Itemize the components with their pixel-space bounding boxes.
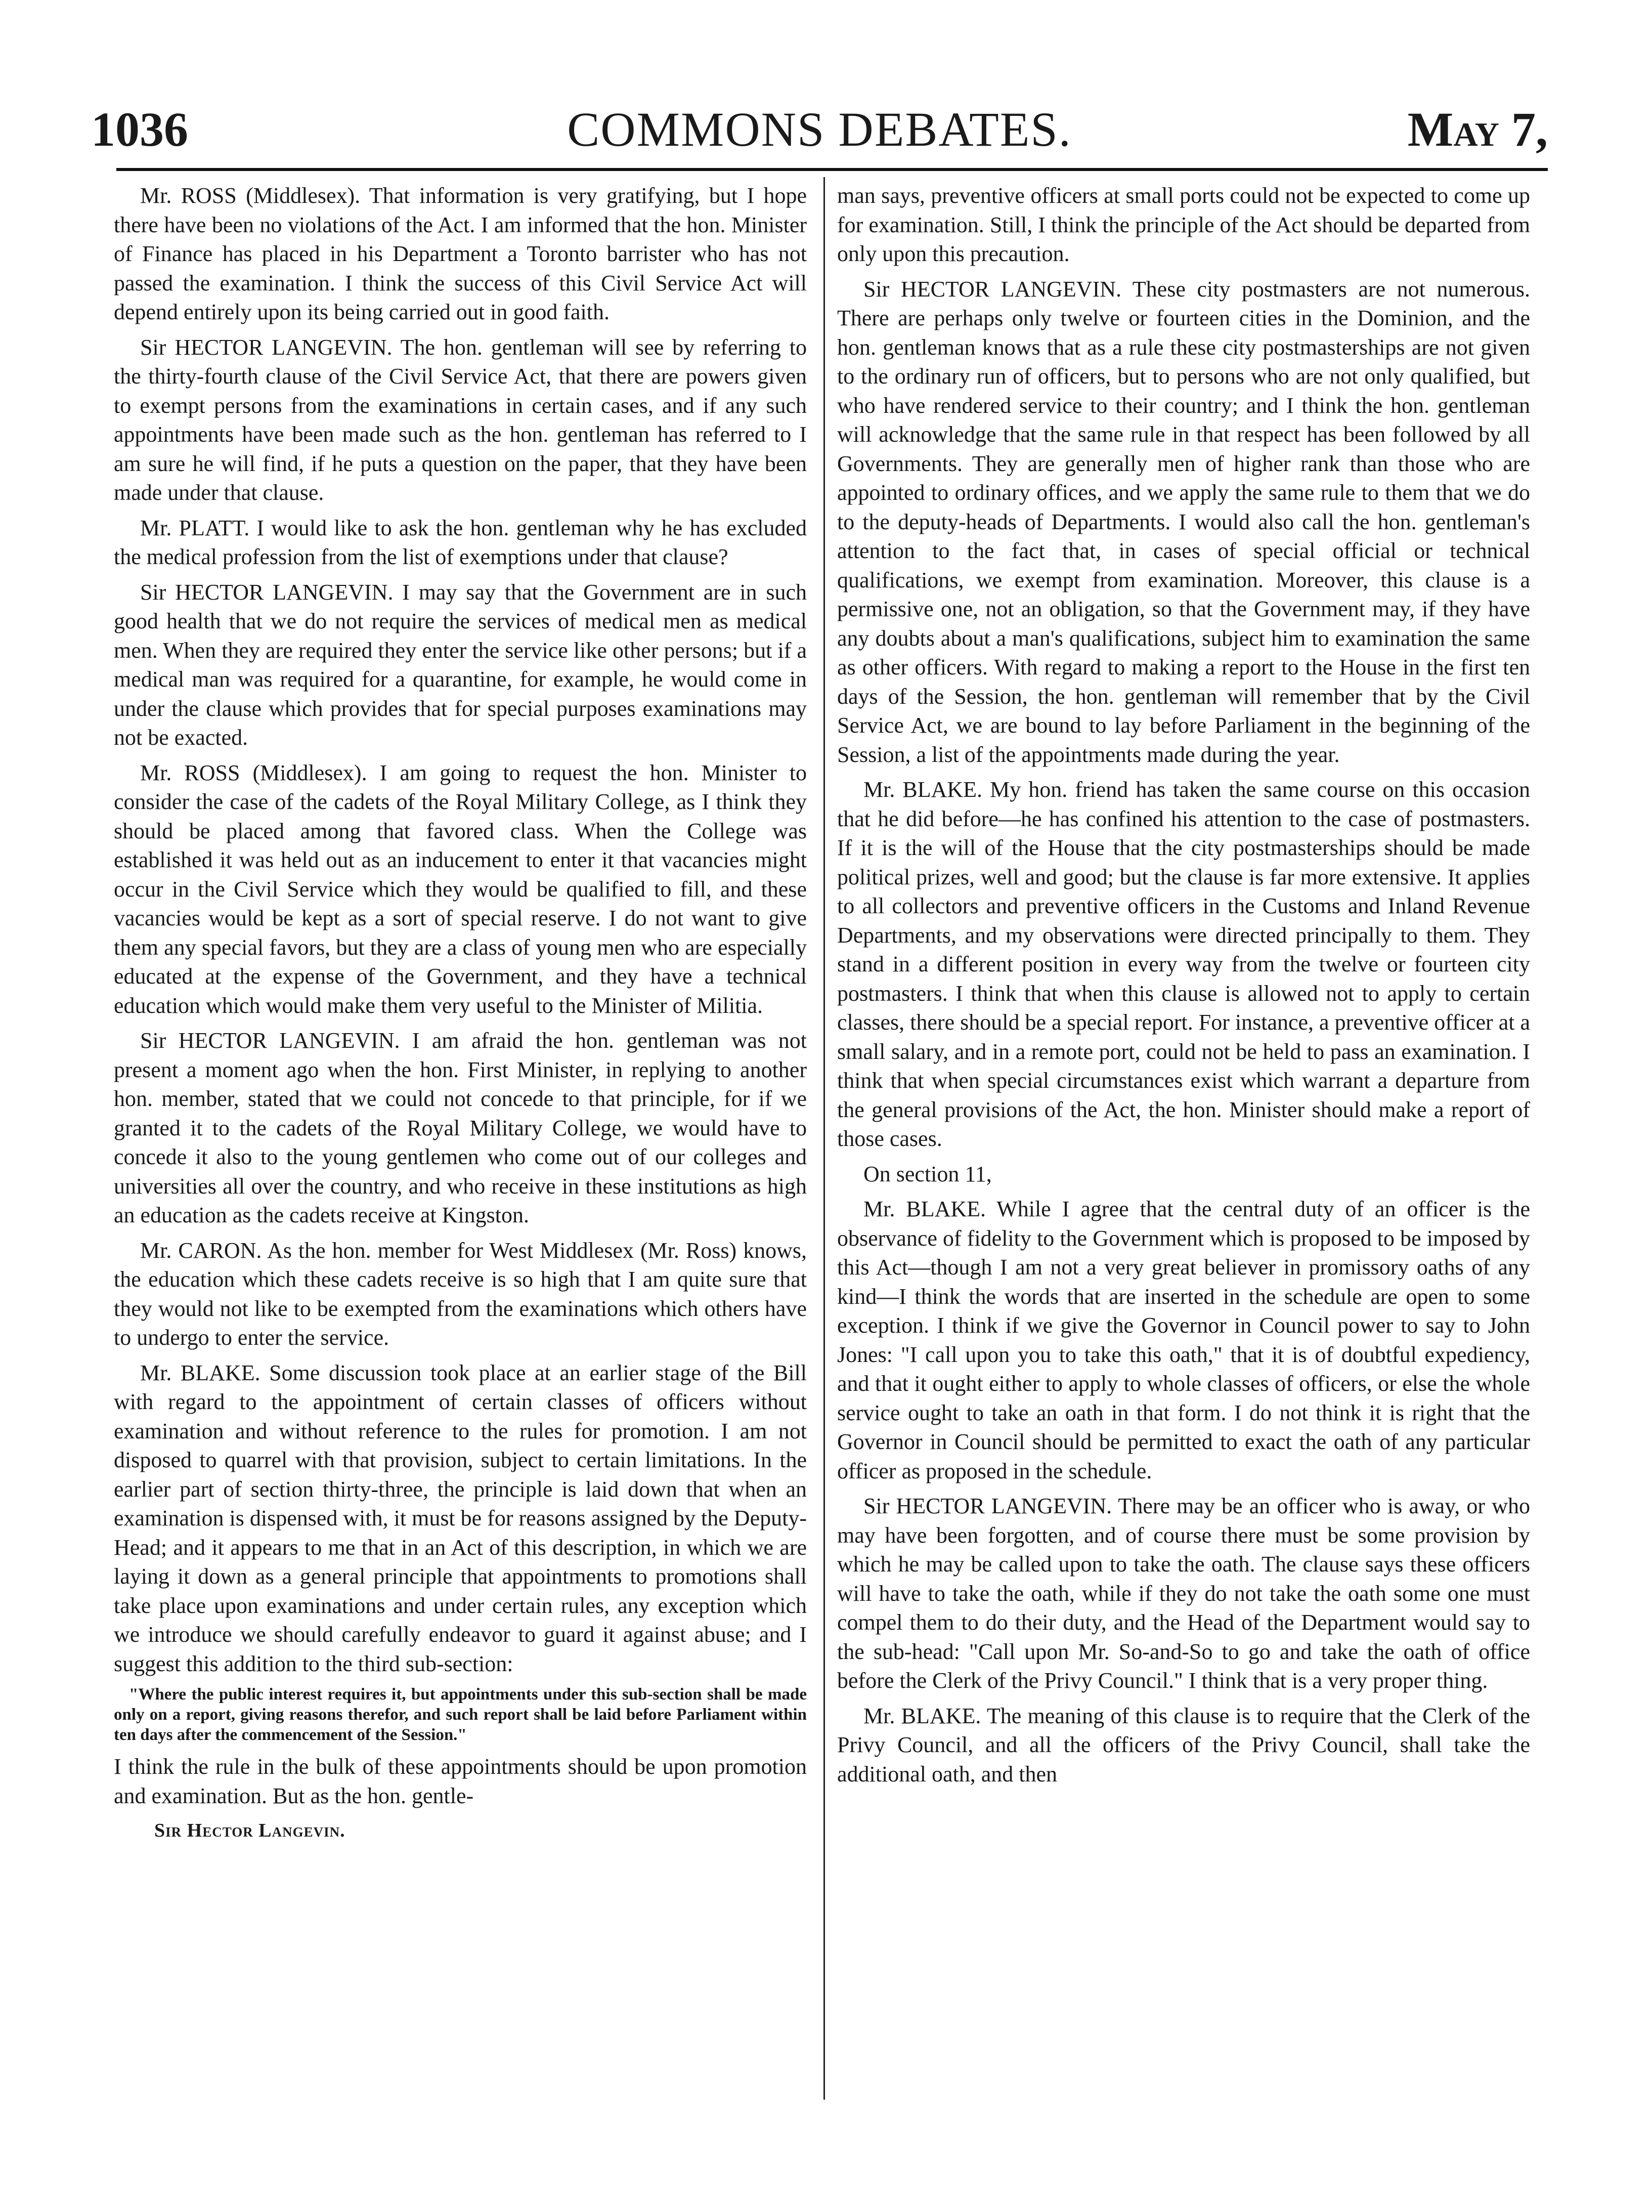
- paragraph: Mr. PLATT. I would like to ask the hon. gentleman why he has excluded the medical profession from the list of exemptions under that clause?: [114, 515, 807, 569]
- paragraph: Sir HECTOR LANGEVIN. I am afraid the hon. gentleman was not present a moment ago when the hon. First Minister, in replying to another hon. member, stated that we could not concede to that principle, for if we granted it to the cadets of the Royal Military College, we would have to concede it also to the young gentlemen who come out of our colleges and universities all over the country, and who receive in these institutions as high an education as the cadets receive at Kingston.: [114, 1028, 807, 1227]
- page-header: [91, 91, 1548, 177]
- paragraph: Sir HECTOR LANGEVIN. There may be an officer who is away, or who may have been forgotten, and of course there must be some provision by which he may be called upon to take the oath. The clause says these officers will have to take the oath, while if they do not take the oath some one must compel them to do their duty, and the Head of the Department would say to the sub-head: "Call upon Mr. So-and-So to go and take the oath of office before the Clerk of the Privy Council." I think that is a very proper thing.: [837, 1494, 1530, 1693]
- paragraph: Sir HECTOR LANGEVIN. These city postmasters are not numerous. There are perhaps only twelve or fourteen cities in the Dominion, and the hon. gentleman knows that as a rule these city postmasterships are not given to the ordinary run of officers, but to persons who are not only qualified, but who have rendered service to their country; and I think the hon. gentleman will acknowledge that the same rule in that respect has been followed by all Governments. They are generally men of higher rank than those who are appointed to ordinary offices, and we apply the same rule to them that we do to the deputy-heads of Departments. I would also call the hon. gentleman's attention to the fact that, in cases of special official or technical qualifications, we exempt from examination. Moreover, this clause is a permissive one, not an obligation, so that the Government may, if they have any doubts about a man's qualifications, subject him to examination the same as other officers. With regard to making a report to the House in the first ten days of the Session, the hon. gentleman will remember that by the Civil Service Act, we are bound to lay before Parliament in the beginning of the Session, a list of the appointments made during the year.: [837, 276, 1530, 767]
- paragraph: Mr. ROSS (Middlesex). That information is very gratifying, but I hope there have been no violations of the Act. I am informed that the hon. Minister of Finance has placed in his Department a Toronto barrister who has not passed the examination. I think the success of this Civil Service Act will depend entirely upon its being carried out in good faith.: [114, 183, 807, 324]
- paragraph: Mr. ROSS (Middlesex). I am going to request the hon. Minister to consider the case of the cadets of the Royal Military College, as I think they should be placed among that favored class. When the College was established it was held out as an inducement to enter it that vacancies might occur in the Civil Service which they would be qualified to fill, and these vacancies would be kept as a sort of special reserve. I do not want to give them any special favors, but they are a class of young men who are especially educated at the expense of the Government, and they have a technical education which would make them very useful to the Minister of Militia.: [114, 760, 807, 1018]
- right-column: [837, 181, 1530, 1795]
- left-column: [114, 181, 807, 1846]
- paragraph: man says, preventive officers at small ports could not be expected to come up for examination. Still, I think the principle of the Act should be departed from only upon this precaution.: [837, 183, 1530, 266]
- header-rule: [116, 168, 1548, 171]
- column-divider: [823, 177, 825, 2100]
- page-title: COMMONS DEBATES.: [567, 102, 1072, 156]
- page-number: 1036: [91, 102, 188, 156]
- paragraph: Mr. CARON. As the hon. member for West Middlesex (Mr. Ross) knows, the education which these cadets receive is so high that I am quite sure that they would not like to be exempted from the examinations which others have to undergo to enter the service.: [114, 1238, 807, 1350]
- paragraph: Mr. BLAKE. Some discussion took place at an earlier stage of the Bill with regard to the appointment of certain classes of officers without examination and without reference to the rules for promotion. I am not disposed to quarrel with that provision, subject to certain limitations. In the earlier part of section thirty-three, the principle is laid down that when an examination is dispensed with, it must be for reasons assigned by the Deputy-Head; and it appears to me that in an Act of this description, in which we are laying it down as a general principle that appointments to promotions shall take place upon examinations and under certain rules, any exception which we introduce we should carefully endeavor to guard it against abuse; and I suggest this addition to the third sub-section:: [114, 1360, 807, 1676]
- paragraph: Mr. BLAKE. My hon. friend has taken the same course on this occasion that he did before—he has confined his attention to the case of postmasters. If it is the will of the House that the city postmasterships should be made political prizes, well and good; but the clause is far more extensive. It applies to all collectors and preventive officers in the Customs and Inland Revenue Departments, and my observations were directed principally to them. They stand in a different position in every way from the twelve or fourteen city postmasters. I think that when this clause is allowed not to apply to certain classes, there should be a special report. For instance, a preventive officer at a small salary, and in a remote port, could not be held to pass an examination. I think that when special circumstances exist which warrant a departure from the general provisions of the Act, the hon. Minister should make a report of those cases.: [837, 777, 1530, 1151]
- paragraph: I think the rule in the bulk of these appointments should be upon promotion and examination. But as the hon. gentle-: [114, 1754, 807, 1808]
- paragraph: Mr. BLAKE. The meaning of this clause is to require that the Clerk of the Privy Council, and all the officers of the Privy Council, shall take the additional oath, and then: [837, 1703, 1530, 1786]
- catchword-signature: Sir Hector Langevin.: [154, 1820, 345, 1841]
- page-date: May 7,: [1407, 102, 1548, 156]
- paragraph: Sir HECTOR LANGEVIN. I may say that the Government are in such good health that we do not require the services of medical men as medical men. When they are required they enter the service like other persons; but if a medical man was required for a quarantine, for example, he would come in under the clause which provides that for special purposes examinations may not be exacted.: [114, 579, 807, 750]
- paragraph: Mr. BLAKE. While I agree that the central duty of an officer is the observance of fidelity to the Government which is proposed to be imposed by this Act—though I am not a very great believer in promissory oaths of any kind—I think the words that are inserted in the schedule are open to some exception. I think if we give the Governor in Council power to say to John Jones: "I call upon you to take this oath," that it is of doubtful expediency, and that it ought either to apply to whole classes of officers, or else the whole service ought to take an oath in that form. I do not think it is right that the Governor in Council should be permitted to exact the oath of any particular officer as proposed in the schedule.: [837, 1197, 1530, 1483]
- quoted-amendment: "Where the public interest requires it, but appointments under this sub-section shall be made only on a report, giving reasons therefor, and such report shall be laid before Parliament within ten days after the commencement of the Session.": [114, 1685, 807, 1744]
- paragraph: Sir HECTOR LANGEVIN. The hon. gentleman will see by referring to the thirty-fourth clause of the Civil Service Act, that there are powers given to exempt persons from the examinations in certain cases, and if any such appointments have been made such as the hon. gentleman has referred to I am sure he will find, if he puts a question on the paper, that they have been made under that clause.: [114, 334, 807, 505]
- section-heading: On section 11,: [863, 1161, 992, 1186]
